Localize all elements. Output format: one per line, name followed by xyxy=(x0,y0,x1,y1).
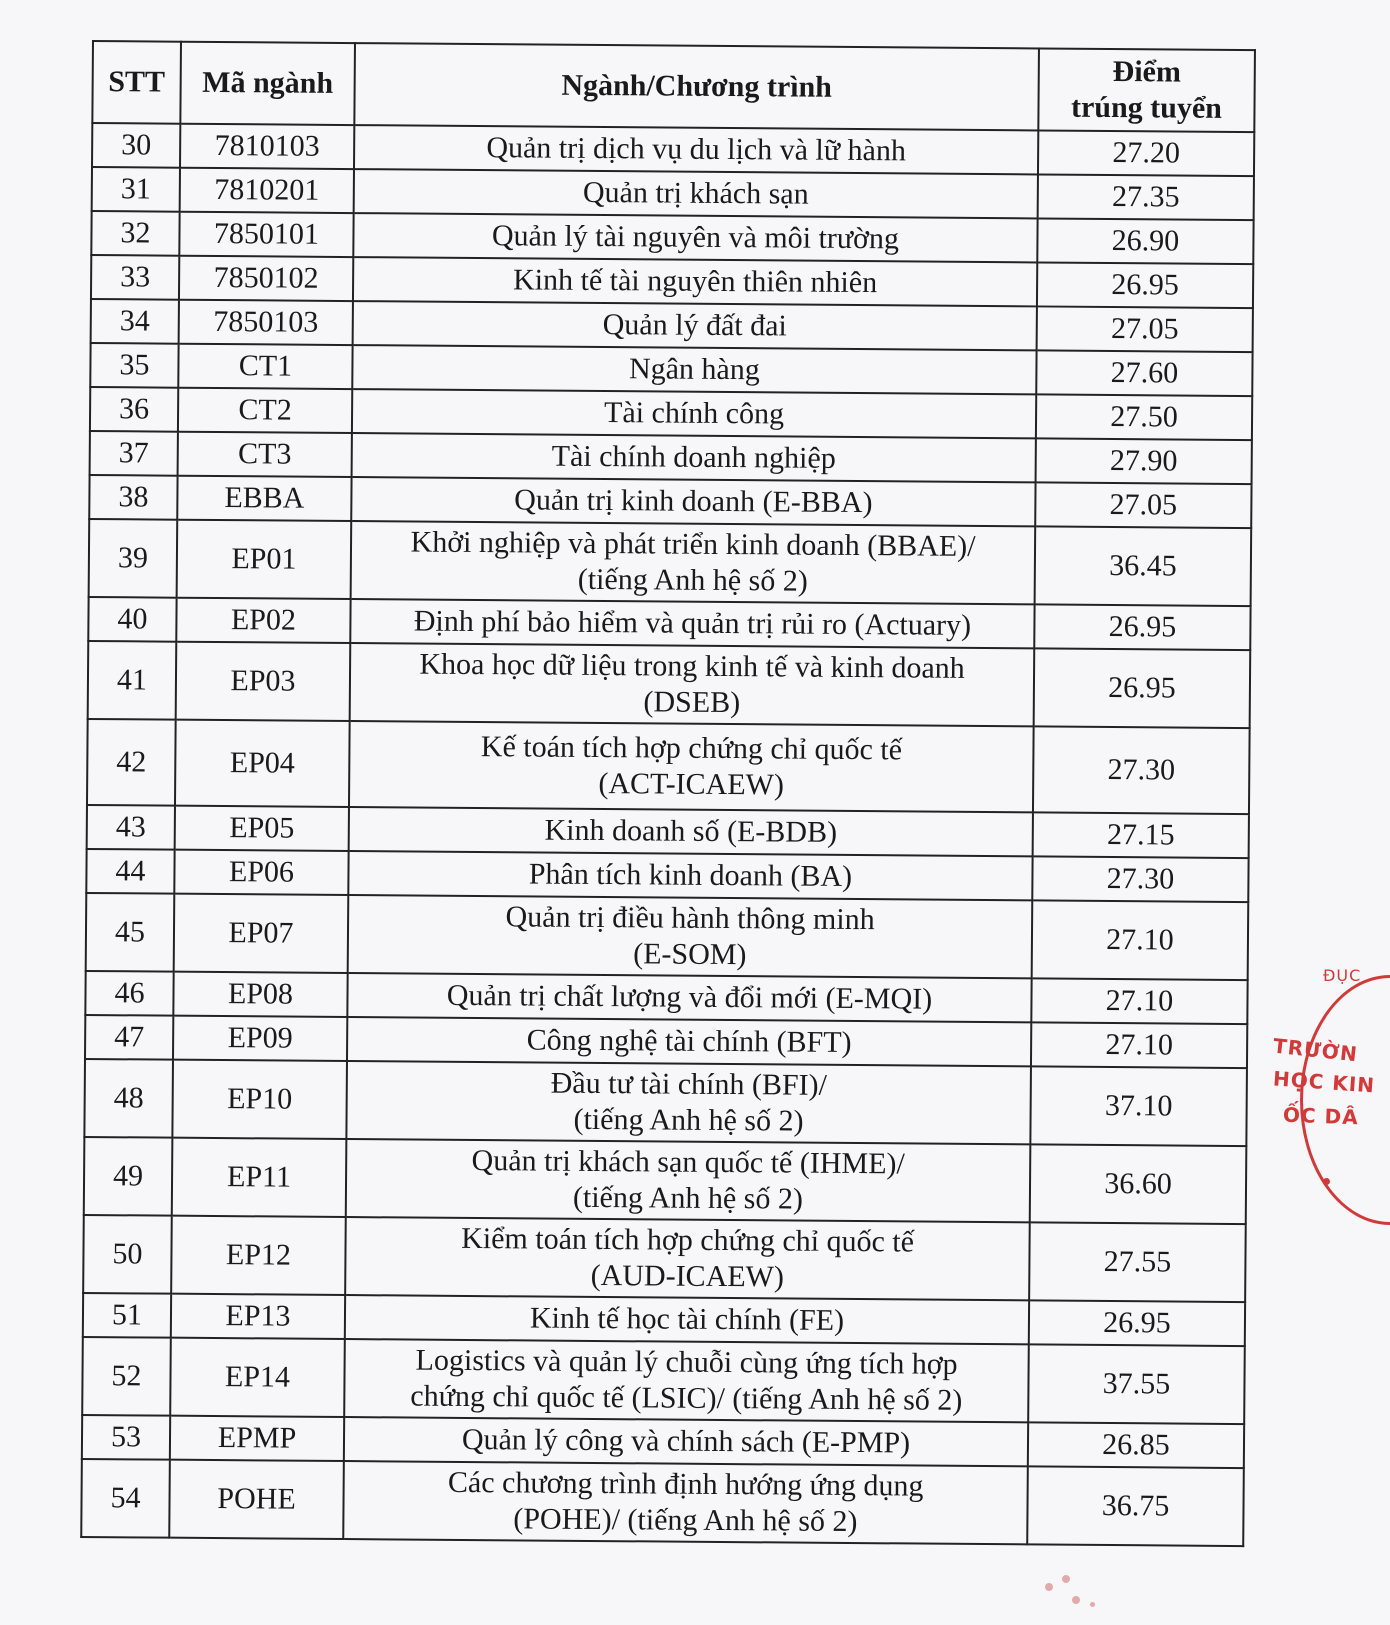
table-header-row xyxy=(92,41,1255,132)
program-line: Phân tích kinh doanh (BA) xyxy=(528,857,853,893)
program-line: Khởi nghiệp và phát triển kinh doanh (BBAE)/ xyxy=(410,525,976,563)
cell-stt: 33 xyxy=(91,255,179,300)
cell-program xyxy=(350,599,1034,648)
header-score xyxy=(1038,48,1255,132)
cell-score: 26.95 xyxy=(1037,262,1253,308)
program-line: Kinh tế tài nguyên thiên nhiên xyxy=(512,263,878,300)
cell-stt: 32 xyxy=(91,211,179,256)
table-row xyxy=(81,1459,1244,1546)
cell-code: CT2 xyxy=(178,388,352,433)
program-line: Tài chính công xyxy=(603,396,785,431)
cell-stt: 50 xyxy=(83,1215,172,1294)
cell-score: 27.10 xyxy=(1031,1022,1247,1068)
cell-stt: 54 xyxy=(81,1459,170,1538)
cell-score: 26.95 xyxy=(1034,604,1250,650)
admission-score-table xyxy=(80,40,1256,1547)
program-line: Các chương trình định hướng ứng dụng xyxy=(447,1465,924,1503)
cell-stt: 39 xyxy=(89,519,178,598)
table-row xyxy=(84,1137,1247,1224)
program-line: Tài chính doanh nghiệp xyxy=(551,439,836,475)
cell-program xyxy=(353,257,1037,306)
program-line: (E-SOM) xyxy=(633,937,747,972)
program-line: Quản trị chất lượng và đổi mới (E-MQI) xyxy=(446,978,933,1016)
program-line: Định phí bảo hiểm và quản trị rủi ro (Actuary) xyxy=(413,604,972,642)
cell-score: 26.95 xyxy=(1029,1300,1245,1346)
cell-stt: 45 xyxy=(86,893,175,972)
cell-stt: 47 xyxy=(85,1015,173,1060)
table-row xyxy=(84,1059,1247,1146)
cell-stt: 49 xyxy=(84,1137,173,1216)
cell-program xyxy=(350,643,1035,726)
cell-score: 27.35 xyxy=(1038,174,1254,220)
cell-program xyxy=(351,521,1036,604)
cell-program xyxy=(354,125,1038,174)
cell-code: EP12 xyxy=(171,1216,346,1295)
program-line: Quản lý tài nguyên và môi trường xyxy=(491,219,900,256)
cell-stt: 51 xyxy=(83,1293,171,1338)
cell-stt: 35 xyxy=(90,343,178,388)
cell-stt: 43 xyxy=(87,805,175,850)
program-line: Quản trị khách sạn xyxy=(582,175,809,211)
cell-code: EP11 xyxy=(172,1138,347,1217)
cell-program xyxy=(349,807,1033,856)
cell-score: 37.55 xyxy=(1028,1344,1245,1424)
cell-stt: 36 xyxy=(90,387,178,432)
cell-score: 27.55 xyxy=(1029,1222,1246,1302)
cell-program xyxy=(352,389,1036,438)
cell-code: EP10 xyxy=(172,1060,347,1139)
program-line: Ngân hàng xyxy=(628,352,760,387)
cell-program xyxy=(351,477,1035,526)
cell-stt: 31 xyxy=(92,167,180,212)
cell-program xyxy=(349,721,1034,812)
header-score-line2: trúng tuyển xyxy=(1070,90,1223,125)
program-line: Quản trị khách sạn quốc tế (IHME)/ xyxy=(471,1144,905,1181)
table-body xyxy=(81,123,1254,1546)
cell-score: 27.10 xyxy=(1032,900,1249,980)
program-line: (DSEB) xyxy=(643,685,741,720)
cell-stt: 30 xyxy=(92,123,180,168)
header-program: Ngành/Chương trình xyxy=(354,43,1039,130)
cell-score: 37.10 xyxy=(1030,1066,1247,1146)
cell-program xyxy=(354,169,1038,218)
program-line: Kế toán tích hợp chứng chỉ quốc tế xyxy=(480,730,903,767)
program-line: Kiểm toán tích hợp chứng chỉ quốc tế xyxy=(461,1221,915,1259)
table-row xyxy=(86,893,1249,980)
cell-program xyxy=(344,1417,1028,1466)
seal-text-top: ĐỤC xyxy=(1323,966,1362,985)
cell-program xyxy=(345,1295,1029,1344)
program-line: (ACT-ICAEW) xyxy=(598,767,785,802)
cell-code: 7850102 xyxy=(179,256,353,301)
cell-stt: 40 xyxy=(88,597,176,642)
cell-program xyxy=(347,973,1031,1022)
cell-program xyxy=(352,433,1036,482)
table-row xyxy=(88,641,1251,728)
cell-program xyxy=(352,345,1036,394)
cell-code: EP02 xyxy=(176,598,350,643)
cell-program xyxy=(347,1017,1031,1066)
cell-code: EP03 xyxy=(176,642,351,721)
program-line: Quản trị điều hành thông minh xyxy=(505,900,875,937)
seal-text-line2: HỌC KIN xyxy=(1272,1066,1376,1098)
cell-program xyxy=(343,1461,1028,1544)
cell-score: 27.10 xyxy=(1031,978,1247,1024)
table-row xyxy=(89,519,1252,606)
cell-code: EP04 xyxy=(175,720,350,807)
cell-stt: 52 xyxy=(82,1337,171,1416)
cell-code: CT3 xyxy=(178,432,352,477)
cell-score: 27.30 xyxy=(1032,856,1248,902)
ink-spot xyxy=(1062,1575,1070,1583)
cell-stt: 46 xyxy=(85,971,173,1016)
cell-code: EP07 xyxy=(174,894,349,973)
cell-stt: 44 xyxy=(86,849,174,894)
program-line: Quản trị dịch vụ du lịch và lữ hành xyxy=(486,131,907,168)
cell-code: EP13 xyxy=(171,1294,345,1339)
cell-code: EBBA xyxy=(177,476,351,521)
cell-program xyxy=(353,301,1037,350)
seal-dot xyxy=(1323,1178,1330,1185)
program-line: (tiếng Anh hệ số 2) xyxy=(573,1102,804,1138)
cell-code: EP14 xyxy=(170,1338,345,1417)
cell-score: 27.60 xyxy=(1036,350,1252,396)
seal-text-line3: ỐC DÂ xyxy=(1282,1102,1360,1130)
table-row xyxy=(82,1337,1245,1424)
program-line: Kinh tế học tài chính (FE) xyxy=(529,1301,845,1337)
cell-code: 7810103 xyxy=(180,124,354,169)
cell-code: EP01 xyxy=(177,520,352,599)
cell-stt: 34 xyxy=(91,299,179,344)
cell-code: EP09 xyxy=(173,1016,347,1061)
program-line: (tiếng Anh hệ số 2) xyxy=(572,1180,804,1216)
cell-score: 27.20 xyxy=(1038,130,1254,176)
program-line: Kinh doanh số (E-BDB) xyxy=(544,813,838,849)
cell-score: 26.90 xyxy=(1037,218,1253,264)
cell-code: 7850103 xyxy=(179,300,353,345)
program-line: (AUD-ICAEW) xyxy=(590,1258,785,1294)
cell-code: CT1 xyxy=(178,344,352,389)
cell-program xyxy=(353,213,1037,262)
program-line: (tiếng Anh hệ số 2) xyxy=(577,562,808,598)
cell-code: EP08 xyxy=(173,972,347,1017)
cell-stt: 48 xyxy=(84,1059,173,1138)
cell-score: 36.75 xyxy=(1027,1466,1244,1546)
cell-stt: 53 xyxy=(82,1415,170,1460)
cell-score: 27.50 xyxy=(1036,394,1252,440)
cell-program xyxy=(348,851,1032,900)
ink-spot xyxy=(1045,1583,1053,1591)
cell-score: 27.30 xyxy=(1033,726,1250,814)
cell-program xyxy=(345,1217,1030,1300)
cell-stt: 41 xyxy=(88,641,177,720)
cell-code: EPMP xyxy=(170,1416,344,1461)
cell-program xyxy=(348,895,1033,978)
ink-spot xyxy=(1090,1602,1095,1607)
table-row xyxy=(87,719,1250,814)
header-score-line1: Điểm xyxy=(1112,55,1182,89)
seal-text-line1: TRƯỜN xyxy=(1271,1033,1359,1067)
ink-spot xyxy=(1072,1596,1080,1604)
cell-code: EP05 xyxy=(175,806,349,851)
cell-program xyxy=(346,1061,1031,1144)
header-code: Mã ngành xyxy=(180,42,355,125)
cell-program xyxy=(344,1339,1029,1422)
header-stt: STT xyxy=(92,41,181,124)
program-line: Công nghệ tài chính (BFT) xyxy=(526,1023,852,1059)
cell-score: 27.90 xyxy=(1036,438,1252,484)
cell-stt: 37 xyxy=(90,431,178,476)
program-line: Đầu tư tài chính (BFI)/ xyxy=(550,1066,828,1102)
cell-code: 7810201 xyxy=(180,168,354,213)
cell-stt: 42 xyxy=(87,719,176,806)
program-line: Quản lý đất đai xyxy=(602,308,787,343)
cell-score: 36.60 xyxy=(1030,1144,1247,1224)
cell-score: 27.05 xyxy=(1037,306,1253,352)
program-line: Khoa học dữ liệu trong kinh tế và kinh doanh xyxy=(419,647,965,685)
cell-score: 26.85 xyxy=(1028,1422,1244,1468)
program-line: Logistics và quản lý chuỗi cùng ứng tích hợp xyxy=(415,1343,958,1381)
program-line: chứng chỉ quốc tế (LSIC)/ (tiếng Anh hệ số 2) xyxy=(410,1379,963,1417)
cell-score: 27.15 xyxy=(1033,812,1249,858)
cell-code: EP06 xyxy=(174,850,348,895)
cell-stt: 38 xyxy=(89,475,177,520)
table-row xyxy=(83,1215,1246,1302)
cell-code: POHE xyxy=(169,1460,344,1539)
cell-code: 7850101 xyxy=(179,212,353,257)
cell-score: 27.05 xyxy=(1035,482,1251,528)
cell-score: 26.95 xyxy=(1034,648,1251,728)
official-seal xyxy=(1271,966,1390,1225)
cell-score: 36.45 xyxy=(1035,526,1252,606)
cell-program xyxy=(346,1139,1031,1222)
program-line: Quản lý công và chính sách (E-PMP) xyxy=(461,1422,911,1460)
program-line: (POHE)/ (tiếng Anh hệ số 2) xyxy=(513,1502,858,1539)
program-line: Quản trị kinh doanh (E-BBA) xyxy=(514,483,873,520)
